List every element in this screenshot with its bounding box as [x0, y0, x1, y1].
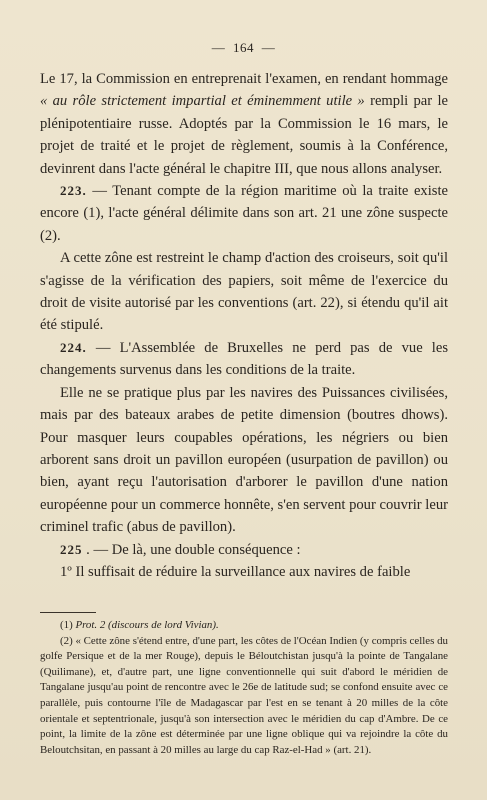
- folio-dash-left: —: [211, 40, 226, 55]
- page-number: [0, 40, 487, 56]
- section-number: 223.: [60, 183, 87, 199]
- footnote-1: (1) Prot. 2 (discours de lord Vivian).: [60, 619, 219, 631]
- footnotes: [40, 618, 448, 758]
- paragraph-1: Le 17, la Commission en entreprenait l'examen, en rendant hommage « au rôle strictement impartial et éminemment utile » rempli par le plénipotentiaire russe. Adoptés par la Commission le 16 mars, le projet de traité et le projet de règlement, soumis à la Conférence, devinrent dans l'acte général le chapitre III, que nous allons analyser.: [40, 71, 448, 177]
- paragraph-225: 225 . — De là, une double conséquence :: [60, 541, 301, 558]
- paragraph-5: Elle ne se pratique plus par les navires des Puissances civilisées, mais par des bateaux arabes de petite dimension (boutres dhows). Pour masquer leurs coupables opérations, les négriers ou bien arborent sans droit un pavillon européen (usurpation de pavillon) ou bien, ayant reçu l'autorisation d'arborer le pavillon d'une nation européenne pour un commerce honnête, s'en servent pour couvrir leur criminel trafic (abus de pavillon).: [40, 384, 448, 536]
- folio-number: 164: [233, 40, 254, 55]
- paragraph-224: 224. — L'Assemblée de Bruxelles ne perd pas de vue les changements survenus dans les conditions de la traite.: [40, 339, 448, 379]
- folio-dash-right: —: [261, 40, 276, 55]
- quote: « au rôle strictement impartial et éminemment utile »: [40, 93, 365, 110]
- paragraph-7: 1º Il suffisait de réduire la surveillance aux navires de faible: [60, 563, 411, 580]
- paragraph-3: A cette zône est restreint le champ d'action des croiseurs, soit qu'il s'agisse de la vérification des papiers, soit même de l'exercice du droit de visite autorisé par les conventions (art. 22), si étendu qu'il ait été stipulé.: [40, 250, 448, 334]
- paragraph-223: 223. — Tenant compte de la région maritime où la traite existe encore (1), l'acte général délimite dans son art. 21 une zône suspecte (2).: [40, 183, 448, 244]
- main-text: [40, 68, 448, 583]
- footnote-rule: [40, 612, 96, 613]
- footnote-2: (2) « Cette zône s'étend entre, d'une part, les côtes de l'Océan Indien (y compris celles du golfe Persique et de la mer Rouge), depuis le Béloutchistan jusqu'à la pointe de Tangalane (Quilimane), et, d'autre part, une ligne conventionnelle qui suit d'abord le méridien de Tangalane jusqu'au point de rencontre avec le 26e de latitude sud; se confond ensuite avec ce parallèle, puis contourne l'île de Madagascar par l'est en se tenant à 20 milles de la côte orientale et septentrionale, jusqu'à son intersection avec le méridien du cap d'Ambre. De ce point, la limite de la zône est déterminée par une ligne oblique qui va rejoindre la côte du Beloutchsitan, en passant à 20 milles au large du cap Raz-el-Had » (art. 21).: [40, 634, 448, 756]
- section-number: 225: [60, 541, 83, 557]
- section-number: 224.: [60, 339, 87, 355]
